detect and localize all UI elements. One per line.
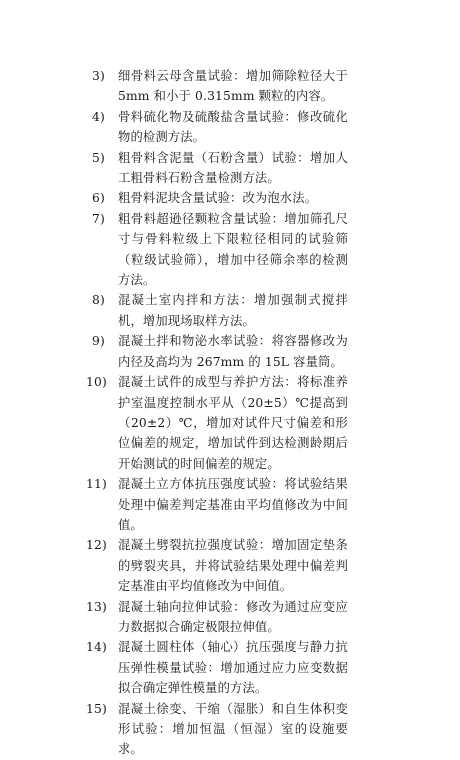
item-text: 混凝土徐变、干缩（湿胀）和自生体积变形试验：增加恒温（恒湿）室的设施要求。 — [118, 701, 348, 757]
item-text: 混凝土立方体抗压强度试验：将试验结果处理中偏差判定基准由平均值修改为中间值。 — [118, 477, 348, 532]
list-item — [0, 188, 460, 208]
item-text: 混凝土圆柱体（轴心）抗压强度与静力抗压弹性模量试验：增加通过应力应变数据拟合确定弹性模量的方法。 — [118, 640, 348, 696]
item-number: 14) — [86, 640, 107, 655]
item-text: 骨料硫化物及硫酸盐含量试验：修改硫化物的检测方法。 — [118, 109, 348, 145]
list-item — [0, 148, 460, 189]
list-item — [0, 535, 460, 596]
item-number: 6) — [92, 191, 105, 206]
list-item — [0, 597, 460, 638]
item-number: 11) — [86, 477, 107, 492]
list-item — [0, 66, 460, 107]
item-number: 9) — [92, 334, 105, 349]
item-text: 混凝土劈裂抗拉强度试验：增加固定垫条的劈裂夹具，并将试验结果处理中偏差判定基准由平均值修改为中间值。 — [118, 538, 348, 594]
item-number: 15) — [86, 701, 107, 716]
item-number: 7) — [92, 211, 105, 226]
revision-list — [0, 66, 460, 760]
item-text: 粗骨料含泥量（石粉含量）试验：增加人工粗骨料石粉含量检测方法。 — [118, 150, 348, 186]
list-item — [0, 107, 460, 148]
item-number: 10) — [86, 375, 107, 390]
item-text: 细骨料云母含量试验：增加筛除粒径大于 5mm 和小于 0.315mm 颗粒的内容。 — [118, 69, 348, 104]
item-number: 8) — [92, 293, 105, 308]
item-text: 粗骨料泥块含量试验：改为泡水法。 — [118, 191, 318, 206]
item-number: 5) — [92, 150, 105, 165]
item-text: 粗骨料超逊径颗粒含量试验：增加筛孔尺寸与骨料粒级上下限粒径相同的试验筛（粒级试验筛），增加中径筛余率的检测方法。 — [118, 211, 348, 288]
item-text: 混凝土拌和物泌水率试验：将容器修改为内径及高均为 267mm 的 15L 容量筒。 — [118, 334, 348, 369]
item-text: 混凝土试件的成型与养护方法：将标准养护室温度控制水平从（20±5）℃提高到（20±2）℃，增加对试件尺寸偏差和形位偏差的规定，增加试件到达检测龄期后开始测试的时间偏差的规定。 — [118, 375, 348, 471]
list-item — [0, 637, 460, 698]
list-item — [0, 331, 460, 372]
item-text: 混凝土室内拌和方法：增加强制式搅拌机，增加现场取样方法。 — [118, 293, 348, 328]
list-item — [0, 372, 460, 474]
item-number: 12) — [86, 538, 107, 553]
item-number: 4) — [92, 109, 105, 124]
list-item — [0, 209, 460, 291]
list-item — [0, 290, 460, 331]
item-number: 3) — [92, 69, 105, 83]
item-text: 混凝土轴向拉伸试验：修改为通过应变应力数据拟合确定极限拉伸值。 — [118, 599, 348, 634]
item-number: 13) — [86, 599, 107, 614]
list-item — [0, 699, 460, 760]
list-item — [0, 474, 460, 535]
